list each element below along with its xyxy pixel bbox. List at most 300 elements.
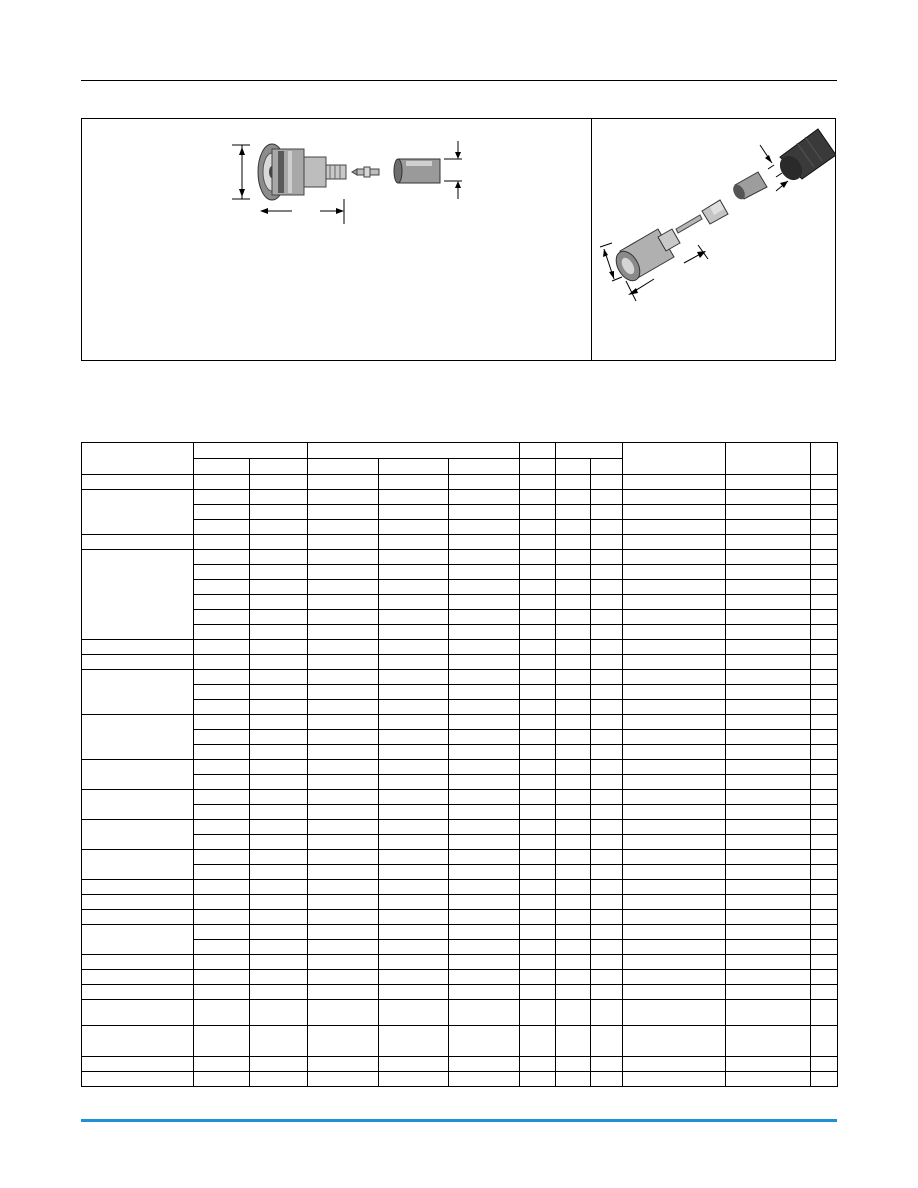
table-cell xyxy=(520,850,556,865)
table-cell xyxy=(726,685,811,700)
table-cell xyxy=(520,595,556,610)
table-cell xyxy=(194,670,250,685)
table-cell xyxy=(556,835,591,850)
table-cell xyxy=(308,940,379,955)
table-row xyxy=(82,580,838,595)
part-number-cell xyxy=(82,820,194,850)
table-cell xyxy=(250,850,308,865)
table-cell xyxy=(379,685,449,700)
table-row xyxy=(82,790,838,805)
table-cell xyxy=(623,1026,726,1057)
table-cell xyxy=(556,775,591,790)
table-cell xyxy=(811,850,838,865)
table-row xyxy=(82,505,838,520)
table-cell xyxy=(449,1072,520,1087)
table-cell xyxy=(520,1000,556,1026)
table-cell xyxy=(449,970,520,985)
part-number-cell xyxy=(82,1072,194,1087)
table-cell xyxy=(520,580,556,595)
table-cell xyxy=(591,1072,623,1087)
table-row xyxy=(82,490,838,505)
part-number-cell xyxy=(82,790,194,820)
table-cell xyxy=(250,760,308,775)
table-cell xyxy=(591,865,623,880)
table-cell xyxy=(308,895,379,910)
table-cell xyxy=(449,865,520,880)
table-cell xyxy=(811,1072,838,1087)
table-cell xyxy=(520,550,556,565)
table-cell xyxy=(250,745,308,760)
table-cell xyxy=(194,610,250,625)
bnc-connector-body xyxy=(611,229,680,285)
table-cell xyxy=(726,610,811,625)
table-cell xyxy=(520,1026,556,1057)
table-cell xyxy=(250,655,308,670)
table-cell xyxy=(379,805,449,820)
table-cell xyxy=(520,625,556,640)
table-cell xyxy=(520,535,556,550)
table-row xyxy=(82,475,838,490)
part-number-cell xyxy=(82,925,194,955)
table-cell xyxy=(449,670,520,685)
table-cell xyxy=(379,955,449,970)
table-cell xyxy=(379,580,449,595)
table-cell xyxy=(520,670,556,685)
table-cell xyxy=(726,1026,811,1057)
table-cell xyxy=(556,490,591,505)
table-cell xyxy=(379,925,449,940)
table-cell xyxy=(520,700,556,715)
table-cell xyxy=(591,760,623,775)
table-cell xyxy=(250,880,308,895)
table-cell xyxy=(811,670,838,685)
table-cell xyxy=(520,490,556,505)
table-cell xyxy=(726,640,811,655)
table-cell xyxy=(520,760,556,775)
table-cell xyxy=(449,925,520,940)
table-cell xyxy=(726,865,811,880)
header-cell xyxy=(811,443,838,475)
table-cell xyxy=(591,610,623,625)
table-cell xyxy=(194,925,250,940)
table-cell xyxy=(591,820,623,835)
table-cell xyxy=(591,940,623,955)
subheader-cell xyxy=(250,459,308,475)
table-row xyxy=(82,925,838,940)
table-cell xyxy=(379,700,449,715)
table-cell xyxy=(811,490,838,505)
table-cell xyxy=(194,580,250,595)
part-number-cell xyxy=(82,985,194,1000)
table-row xyxy=(82,730,838,745)
table-cell xyxy=(556,790,591,805)
part-number-cell xyxy=(82,895,194,910)
table-cell xyxy=(623,820,726,835)
table-row xyxy=(82,760,838,775)
table-cell xyxy=(811,985,838,1000)
table-cell xyxy=(194,715,250,730)
part-number-cell xyxy=(82,1057,194,1072)
table-cell xyxy=(449,775,520,790)
table-cell xyxy=(308,685,379,700)
subheader-cell xyxy=(449,459,520,475)
table-cell xyxy=(308,640,379,655)
table-cell xyxy=(811,970,838,985)
table-row xyxy=(82,820,838,835)
part-number-cell xyxy=(82,910,194,925)
table-cell xyxy=(623,730,726,745)
table-cell xyxy=(308,520,379,535)
table-cell xyxy=(520,1057,556,1072)
table-header-row xyxy=(82,443,838,459)
part-number-cell xyxy=(82,970,194,985)
table-cell xyxy=(623,760,726,775)
table-cell xyxy=(250,820,308,835)
table-cell xyxy=(250,475,308,490)
table-cell xyxy=(591,805,623,820)
table-row xyxy=(82,985,838,1000)
table-cell xyxy=(726,625,811,640)
table-cell xyxy=(194,1026,250,1057)
header-cell xyxy=(556,443,623,459)
table-cell xyxy=(194,640,250,655)
table-cell xyxy=(811,640,838,655)
table-cell xyxy=(449,1000,520,1026)
table-cell xyxy=(556,670,591,685)
table-cell xyxy=(194,595,250,610)
subheader-cell xyxy=(379,459,449,475)
table-cell xyxy=(250,940,308,955)
table-cell xyxy=(726,805,811,820)
table-cell xyxy=(379,985,449,1000)
table-cell xyxy=(623,490,726,505)
table-cell xyxy=(623,625,726,640)
table-cell xyxy=(250,835,308,850)
table-cell xyxy=(726,1000,811,1026)
table-cell xyxy=(250,955,308,970)
table-cell xyxy=(591,505,623,520)
table-row xyxy=(82,775,838,790)
table-cell xyxy=(194,940,250,955)
table-cell xyxy=(449,835,520,850)
table-row xyxy=(82,970,838,985)
table-cell xyxy=(623,895,726,910)
table-cell xyxy=(623,580,726,595)
table-cell xyxy=(623,835,726,850)
table-cell xyxy=(556,1057,591,1072)
table-cell xyxy=(556,730,591,745)
table-cell xyxy=(194,685,250,700)
table-cell xyxy=(194,820,250,835)
table-cell xyxy=(308,805,379,820)
table-cell xyxy=(556,850,591,865)
table-cell xyxy=(726,835,811,850)
table-cell xyxy=(520,865,556,880)
table-cell xyxy=(623,610,726,625)
table-cell xyxy=(556,745,591,760)
table-cell xyxy=(520,610,556,625)
table-cell xyxy=(591,970,623,985)
table-cell xyxy=(194,625,250,640)
table-cell xyxy=(726,520,811,535)
table-cell xyxy=(520,730,556,745)
table-cell xyxy=(520,475,556,490)
table-cell xyxy=(811,550,838,565)
table-cell xyxy=(449,475,520,490)
table-cell xyxy=(308,535,379,550)
table-cell xyxy=(623,880,726,895)
table-cell xyxy=(811,925,838,940)
table-cell xyxy=(591,475,623,490)
table-cell xyxy=(194,505,250,520)
table-cell xyxy=(379,715,449,730)
part-number-cell xyxy=(82,640,194,655)
table-cell xyxy=(194,910,250,925)
table-row xyxy=(82,1072,838,1087)
table-cell xyxy=(623,520,726,535)
table-cell xyxy=(591,790,623,805)
part-number-cell xyxy=(82,955,194,970)
table-cell xyxy=(811,505,838,520)
table-cell xyxy=(250,865,308,880)
table-cell xyxy=(250,715,308,730)
table-cell xyxy=(308,820,379,835)
table-cell xyxy=(623,550,726,565)
header-cell xyxy=(194,443,308,459)
table-cell xyxy=(811,475,838,490)
table-cell xyxy=(449,700,520,715)
table-cell xyxy=(308,670,379,685)
subheader-cell xyxy=(591,459,623,475)
table-cell xyxy=(250,1000,308,1026)
table-row xyxy=(82,865,838,880)
header-cell xyxy=(726,443,811,475)
table-cell xyxy=(556,910,591,925)
table-cell xyxy=(308,1026,379,1057)
table-cell xyxy=(520,910,556,925)
table-cell xyxy=(591,925,623,940)
connector-exploded-view-right xyxy=(592,119,836,360)
table-cell xyxy=(556,700,591,715)
table-cell xyxy=(379,490,449,505)
center-contact-pin xyxy=(352,167,379,177)
table-cell xyxy=(308,790,379,805)
part-number-cell xyxy=(82,535,194,550)
part-number-cell xyxy=(82,655,194,670)
table-row xyxy=(82,940,838,955)
table-row xyxy=(82,535,838,550)
table-cell xyxy=(556,685,591,700)
table-cell xyxy=(379,790,449,805)
connector-exploded-view-left xyxy=(82,119,591,360)
table-cell xyxy=(811,625,838,640)
table-cell xyxy=(194,955,250,970)
table-cell xyxy=(379,610,449,625)
table-cell xyxy=(308,1000,379,1026)
table-cell xyxy=(250,1057,308,1072)
table-cell xyxy=(811,1026,838,1057)
table-cell xyxy=(726,955,811,970)
table-cell xyxy=(591,595,623,610)
table-cell xyxy=(556,880,591,895)
table-cell xyxy=(308,715,379,730)
table-cell xyxy=(194,730,250,745)
table-cell xyxy=(194,865,250,880)
table-cell xyxy=(308,850,379,865)
table-cell xyxy=(308,760,379,775)
table-cell xyxy=(308,700,379,715)
table-cell xyxy=(623,850,726,865)
table-cell xyxy=(811,805,838,820)
table-cell xyxy=(379,655,449,670)
table-cell xyxy=(194,760,250,775)
table-cell xyxy=(250,595,308,610)
table-row xyxy=(82,850,838,865)
table-cell xyxy=(449,550,520,565)
table-cell xyxy=(623,595,726,610)
table-cell xyxy=(811,775,838,790)
footer-accent-rule xyxy=(81,1119,837,1122)
table-cell xyxy=(591,520,623,535)
table-cell xyxy=(520,955,556,970)
table-cell xyxy=(811,745,838,760)
table-cell xyxy=(726,985,811,1000)
table-cell xyxy=(556,610,591,625)
table-cell xyxy=(591,565,623,580)
table-cell xyxy=(623,475,726,490)
table-cell xyxy=(811,535,838,550)
table-row xyxy=(82,550,838,565)
table-cell xyxy=(308,655,379,670)
table-cell xyxy=(520,985,556,1000)
table-cell xyxy=(308,985,379,1000)
table-cell xyxy=(520,805,556,820)
table-cell xyxy=(591,640,623,655)
table-cell xyxy=(811,940,838,955)
table-cell xyxy=(623,565,726,580)
table-cell xyxy=(811,955,838,970)
table-cell xyxy=(556,550,591,565)
table-row xyxy=(82,685,838,700)
table-cell xyxy=(556,595,591,610)
table-cell xyxy=(591,700,623,715)
table-cell xyxy=(591,670,623,685)
table-cell xyxy=(379,1000,449,1026)
table-cell xyxy=(379,775,449,790)
table-cell xyxy=(308,505,379,520)
table-cell xyxy=(556,640,591,655)
bnc-connector-body xyxy=(258,144,346,200)
table-cell xyxy=(520,775,556,790)
table-cell xyxy=(250,490,308,505)
table-cell xyxy=(250,700,308,715)
table-cell xyxy=(556,940,591,955)
table-cell xyxy=(379,565,449,580)
table-cell xyxy=(520,790,556,805)
table-cell xyxy=(726,820,811,835)
table-cell xyxy=(726,790,811,805)
table-cell xyxy=(726,970,811,985)
part-number-cell xyxy=(82,1000,194,1026)
table-cell xyxy=(379,970,449,985)
table-cell xyxy=(194,745,250,760)
table-cell xyxy=(194,790,250,805)
table-cell xyxy=(379,895,449,910)
table-cell xyxy=(811,1000,838,1026)
table-cell xyxy=(449,580,520,595)
table-cell xyxy=(623,745,726,760)
table-cell xyxy=(556,865,591,880)
table-cell xyxy=(591,625,623,640)
table-cell xyxy=(591,550,623,565)
table-cell xyxy=(623,865,726,880)
table-cell xyxy=(520,895,556,910)
table-cell xyxy=(194,565,250,580)
table-cell xyxy=(449,985,520,1000)
table-cell xyxy=(449,940,520,955)
table-cell xyxy=(308,835,379,850)
table-cell xyxy=(520,940,556,955)
table-cell xyxy=(726,550,811,565)
table-cell xyxy=(250,910,308,925)
table-cell xyxy=(520,745,556,760)
table-cell xyxy=(379,550,449,565)
table-cell xyxy=(811,835,838,850)
table-cell xyxy=(556,580,591,595)
table-cell xyxy=(379,595,449,610)
table-cell xyxy=(520,685,556,700)
table-cell xyxy=(449,850,520,865)
subheader-cell xyxy=(556,459,591,475)
center-contact-pin xyxy=(676,215,702,233)
table-cell xyxy=(449,820,520,835)
table-cell xyxy=(623,700,726,715)
table-cell xyxy=(308,910,379,925)
table-cell xyxy=(591,775,623,790)
table-cell xyxy=(556,895,591,910)
table-cell xyxy=(623,940,726,955)
table-cell xyxy=(308,625,379,640)
table-cell xyxy=(449,610,520,625)
table-cell xyxy=(591,490,623,505)
table-row xyxy=(82,520,838,535)
table-cell xyxy=(591,910,623,925)
table-cell xyxy=(194,895,250,910)
table-cell xyxy=(623,805,726,820)
table-cell xyxy=(194,1000,250,1026)
table-cell xyxy=(623,655,726,670)
header-rule xyxy=(81,80,837,81)
table-cell xyxy=(520,715,556,730)
table-cell xyxy=(449,880,520,895)
table-cell xyxy=(308,865,379,880)
table-cell xyxy=(449,805,520,820)
table-cell xyxy=(591,715,623,730)
table-cell xyxy=(811,910,838,925)
table-cell xyxy=(194,775,250,790)
table-cell xyxy=(250,685,308,700)
table-cell xyxy=(623,715,726,730)
table-cell xyxy=(308,565,379,580)
table-cell xyxy=(591,880,623,895)
table-cell xyxy=(250,640,308,655)
table-cell xyxy=(449,505,520,520)
table-cell xyxy=(449,730,520,745)
table-cell xyxy=(811,700,838,715)
table-cell xyxy=(308,1057,379,1072)
table-cell xyxy=(379,880,449,895)
table-cell xyxy=(520,835,556,850)
